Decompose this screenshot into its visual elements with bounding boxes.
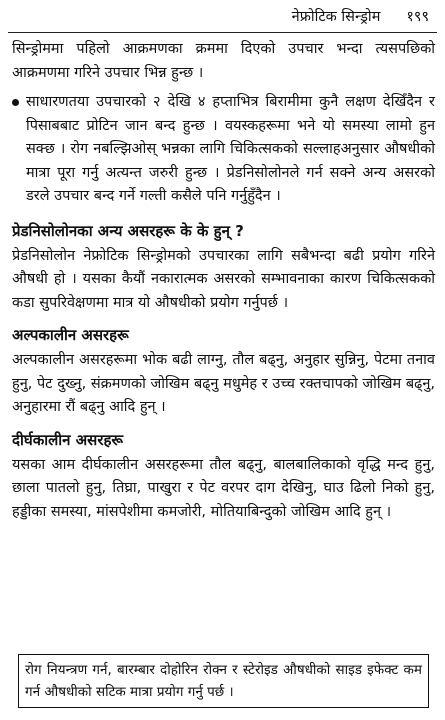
short-term-section <box>12 323 435 420</box>
side-effects-heading: प्रेडनिसोलोनका अन्य असरहरू के के हुन् ? <box>12 221 244 240</box>
running-header <box>8 0 437 33</box>
long-term-text: यसका आम दीर्घकालीन असरहरूमा तौल बढ्नु, बालबालिकाको वृद्धि मन्द हुनु, छाला पातलो हुनु, तिघ्रा, पाखुरा र पेट वरपर दाग देखिनु, घाउ ढिलो निको हुनु, हड्डीका समस्या, मांसपेशीमा कमजोरी, मोतियाबिन्दुको जोखिम आदि हुन् । <box>12 456 435 520</box>
long-term-section <box>12 428 435 525</box>
bullet-icon <box>12 99 19 106</box>
page-content <box>12 38 435 532</box>
bullet-text: साधारणतया उपचारको २ देखि ४ हप्ताभित्र बिरामीमा कुनै लक्षण देखिँदैन र पिसाबबाट प्रोटिन जान बन्द हुन्छ । वयस्कहरूमा भने यो समस्या लामो हुन सक्छ । रोग नबल्झिओस् भन्नका लागि चिकित्सकको सल्लाहअनुसार औषधीको मात्रा पूरा गर्नु अत्यन्त जरुरी हुन्छ । प्रेडनिसोलोनले गर्न सक्ने अन्य असरको डरले उपचार बन्द गर्ने गल्ती कसैले पनि गर्नुहुँदैन । <box>26 94 435 204</box>
long-term-heading: दीर्घकालीन असरहरू <box>12 430 124 449</box>
short-term-heading: अल्पकालीन असरहरू <box>12 326 129 344</box>
page-number: १९९ <box>406 9 429 25</box>
running-title: नेफ्रोटिक सिन्ड्रोम <box>291 9 381 25</box>
short-term-text: अल्पकालीन असरहरूमा भोक बढी लाग्नु, तौल बढ्नु, अनुहार सुन्निनु, पेटमा तनाव हुनु, पेट दुख्नु, संक्रमणको जोखिम बढ्नु मधुमेह र उच्च रक्तचापको जोखिम बढ्नु, अनुहारमा रौं बढ्नु आदि हुन् । <box>12 352 435 415</box>
note-box: रोग नियन्त्रण गर्न, बारम्बार दोहोरिन रोक्न र स्टेरोइड औषधीको साइड इफेक्ट कम गर्न औषधीको सटिक मात्रा प्रयोग गर्नु पर्छ । <box>18 654 429 708</box>
intro-paragraph: सिन्ड्रोममा पहिलो आक्रमणका क्रममा दिएको उपचार भन्दा त्यसपछिको आक्रमणमा गरिने उपचार भिन्न हुन्छ । <box>12 41 435 81</box>
side-effects-section <box>12 219 435 316</box>
side-effects-text: प्रेडनिसोलोन नेफ्रोटिक सिन्ड्रोमको उपचारका लागि सबैभन्दा बढी प्रयोग गरिने औषधी हो । यसका कैयौं नकारात्मक असरको सम्भावनाका कारण चिकित्सकको कडा सुपरिवेक्षणमा मात्र यो औषधीको प्रयोग गर्नुपर्छ । <box>12 247 435 311</box>
bullet-item <box>12 91 435 209</box>
